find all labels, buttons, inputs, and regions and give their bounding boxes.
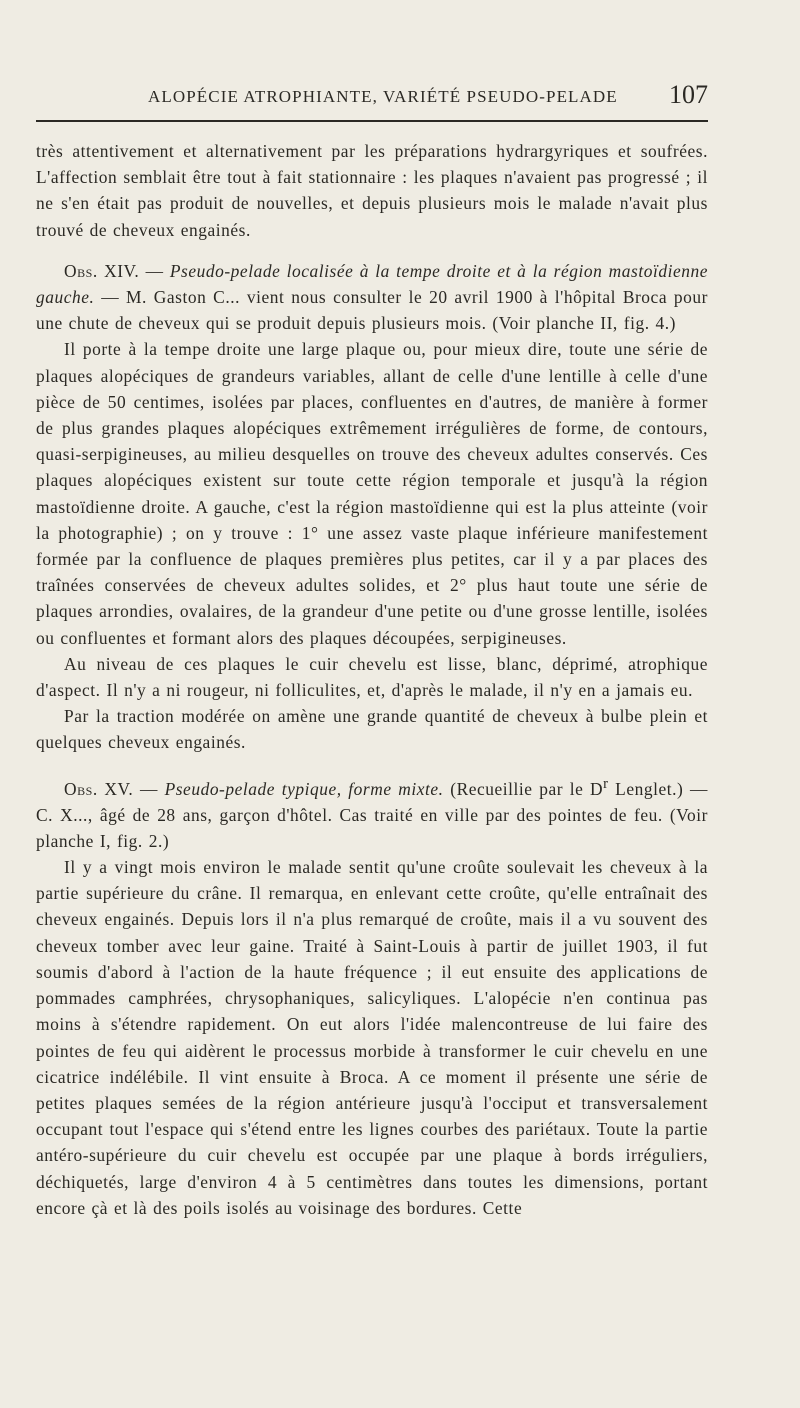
running-title: ALOPÉCIE ATROPHIANTE, VARIÉTÉ PSEUDO-PELADE [148,87,618,106]
observation-title: Pseudo-pelade localisée à la tempe droite et à la région mastoïdienne gauche. [36,260,708,308]
dash: — [133,778,165,799]
observation-label: Obs. XV. [64,778,134,799]
observation-intro: — M. Gaston C... vient nous consulter le 20 avril 1900 à l'hôpital Broca pour une chute de cheveux qui se produit depuis plusieurs mois. (Voir planche II, fig. 4.) [36,287,708,334]
observation-14-heading [36,258,708,337]
observation-15-heading [36,771,708,854]
observation-label: Obs. XIV. [64,260,140,281]
running-head [36,80,708,116]
observation-title: Pseudo-pelade typique, forme mixte. [164,778,444,799]
paragraph: Il y a vingt mois environ le malade sentit qu'une croûte soulevait les cheveux à la partie supérieure du crâne. Il remarqua, en enlevant cette croûte, qu'elle entraînait des cheveux engainés. Depuis lors il n'a plus remarqué de croûte, mais il a vu souvent des cheveux tomber avec leur gaine. Traité à Saint-Louis à partir de juillet 1903, il fut soumis d'abord à l'action de la haute fréquence ; il eut ensuite des applications de pommades camphrées, chrysophaniques, salicyliques. L'alopécie n'en continua pas moins à s'étendre rapidement. On eut alors l'idée malencontreuse de lui faire des pointes de feu qui aidèrent le processus morbide à transformer le cuir chevelu en une cicatrice indélébile. Il vint ensuite à Broca. A ce moment il présente une série de petites plaques semées de la région antérieure jusqu'à l'occiput et transversalement occupant tout l'espace qui s'étend entre les lignes courbes des pariétaux. Toute la partie antéro-supérieure du cuir chevelu est occupée par une plaque à bords irréguliers, déchiquetés, large d'environ 4 à 5 centimètres dans toutes les dimensions, portant encore çà et là des poils isolés au voisinage des bordures. Cette [36,857,708,1218]
continued-paragraph: très attentivement et alternativement par les préparations hydrargyriques et soufrées. L'affection semblait être tout à fait stationnaire : les plaques n'avaient pas progressé ; il ne s'en était pas produit de nouvelles, et depuis plusieurs mois le malade n'avait plus trouvé de cheveux engainés. [36,141,708,240]
paragraph: Au niveau de ces plaques le cuir chevelu est lisse, blanc, déprimé, atrophique d'aspect. Il n'y a ni rougeur, ni folliculites, et, d'après le malade, il n'y en a jamais eu. [36,653,708,701]
observation-intro-continued: Lenglet.) — C. X..., âgé de 28 ans, garçon d'hôtel. Cas traité en ville par des pointes de feu. (Voir planche I, fig. 2.) [36,778,708,851]
paragraph: Par la traction modérée on amène une grande quantité de cheveux à bulbe plein et quelques cheveux engainés. [36,706,708,753]
dash: — [139,260,170,281]
page-number: 107 [669,80,708,109]
paragraph: Il porte à la tempe droite une large plaque ou, pour mieux dire, toute une série de plaques alopéciques de grandeurs variables, allant de celle d'une lentille à celle d'une pièce de 50 centimes, isolées par places, confluentes en d'autres, de manière à former de plus grandes plaques alopéciques extrêmement irrégulières de forme, de contours, quasi-serpigineuses, au milieu desquelles on trouve des cheveux adultes conservés. Ces plaques alopéciques existent sur toute cette région temporale et jusqu'à la région mastoïdienne droite. A gauche, c'est la région mastoïdienne qui est la plus atteinte (voir la photographie) ; on y trouve : 1° une assez vaste plaque inférieure manifestement formée par la confluence de plaques premières plus petites, car il y a par places des traînées conservées de cheveux adultes solides, et 2° plus haut toute une série de plaques arrondies, ovalaires, de la grandeur d'une petite ou d'une grosse lentille, isolées ou confluentes et formant alors des plaques découpées, serpigineuses. [36,339,708,648]
header-rule [36,120,708,122]
observation-intro: (Recueillie par le D [443,778,604,799]
body-text [36,138,708,1221]
superscript: r [603,775,609,792]
